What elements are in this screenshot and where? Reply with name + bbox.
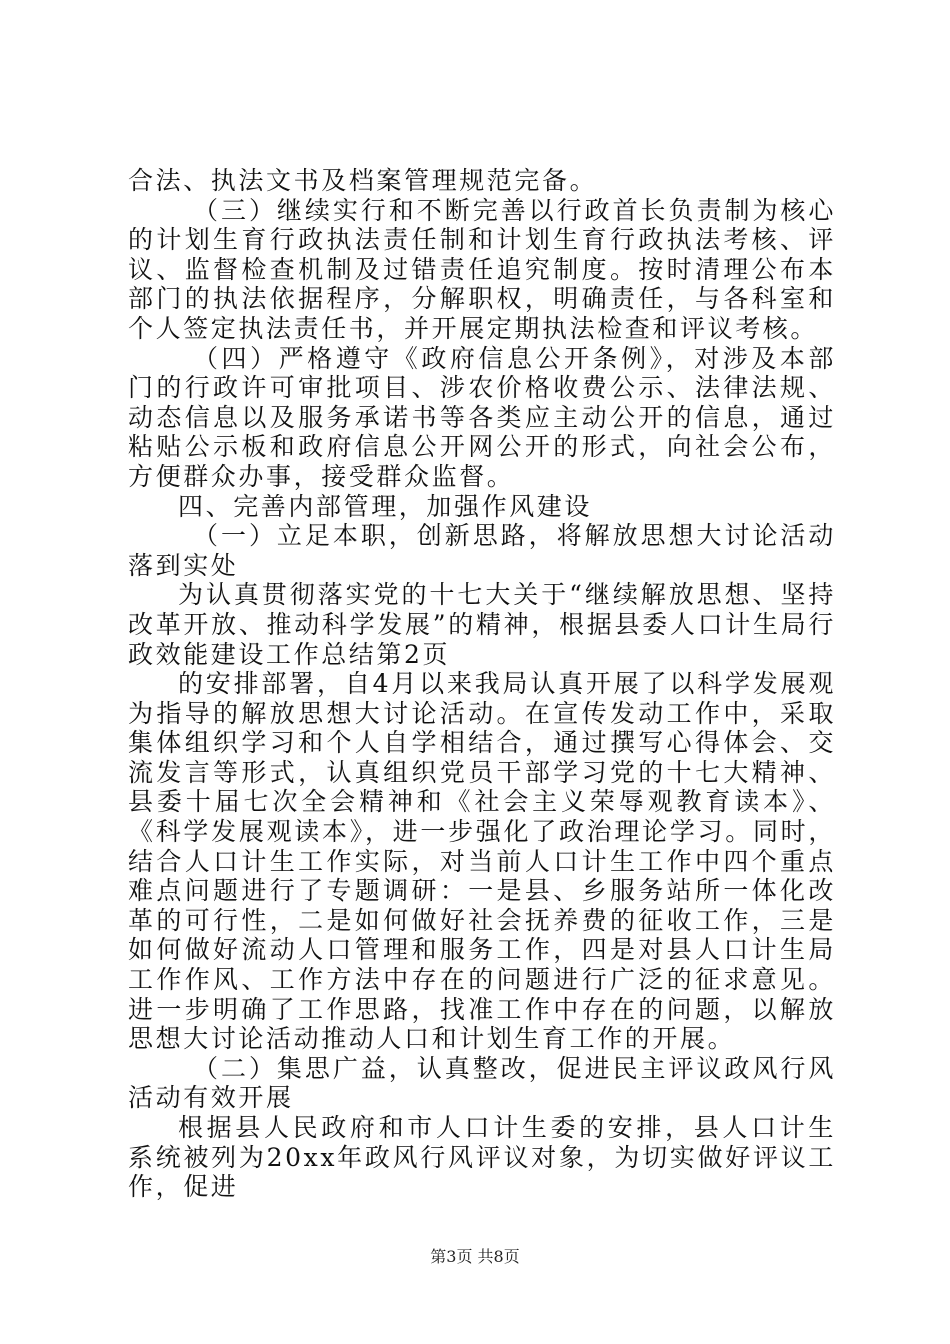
- page-footer: 第3页 共8页: [430, 1247, 520, 1266]
- paragraph-continuation: 合法、执法文书及档案管理规范完备。: [128, 166, 598, 195]
- paragraph-body-2: 的安排部署，自4月以来我局认真开展了以科学发展观为指导的解放思想大讨论活动。在宣传发动工作中，采取集体组织学习和个人自学相结合，通过撰写心得体会、交流发言等形式，认真组织党员干部学习党的十七大精神、县委十届七次全会精神和《社会主义荣辱观教育读本》、《科学发展观读本》，进一步强化了政治理论学习。同时，结合人口计生工作实际，对当前人口计生工作中四个重点难点问题进行了专题调研：一是县、乡服务站所一体化改革的可行性，二是如何做好社会抚养费的征收工作，三是如何做好流动人口管理和服务工作，四是对县人口计生局工作作风、工作方法中存在的问题进行广泛的征求意见。进一步明确了工作思路，找准工作中存在的问题，以解放思想大讨论活动推动人口和计划生育工作的开展。: [128, 669, 836, 1054]
- subsection-heading-1: （一）立足本职，创新思路，将解放思想大讨论活动落到实处: [128, 521, 836, 580]
- document-body: [128, 166, 836, 1202]
- paragraph-body-1: 为认真贯彻落实党的十七大关于“继续解放思想、坚持改革开放、推动科学发展”的精神，根据县委人口计生局行政效能建设工作总结第2页: [128, 580, 836, 669]
- paragraph-body-3: 根据县人民政府和市人口计生委的安排，县人口计生系统被列为20xx年政风行风评议对象，为切实做好评议工作，促进: [128, 1113, 836, 1202]
- subsection-heading-2: （二）集思广益，认真整改，促进民主评议政风行风活动有效开展: [128, 1053, 836, 1113]
- paragraph-item-4: （四）严格遵守《政府信息公开条例》，对涉及本部门的行政许可审批项目、涉农价格收费公示、法律法规、动态信息以及服务承诺书等各类应主动公开的信息，通过粘贴公示板和政府信息公开网公开的形式，向社会公布，方便群众办事，接受群众监督。: [128, 343, 836, 491]
- paragraph-item-3: （三）继续实行和不断完善以行政首长负责制为核心的计划生育行政执法责任制和计划生育行政执法考核、评议、监督检查机制及过错责任追究制度。按时清理公布本部门的执法依据程序，分解职权，明确责任，与各科室和个人签定执法责任书，并开展定期执法检查和评议考核。: [128, 195, 836, 343]
- section-heading-4: 四、完善内部管理，加强作风建设: [178, 491, 593, 521]
